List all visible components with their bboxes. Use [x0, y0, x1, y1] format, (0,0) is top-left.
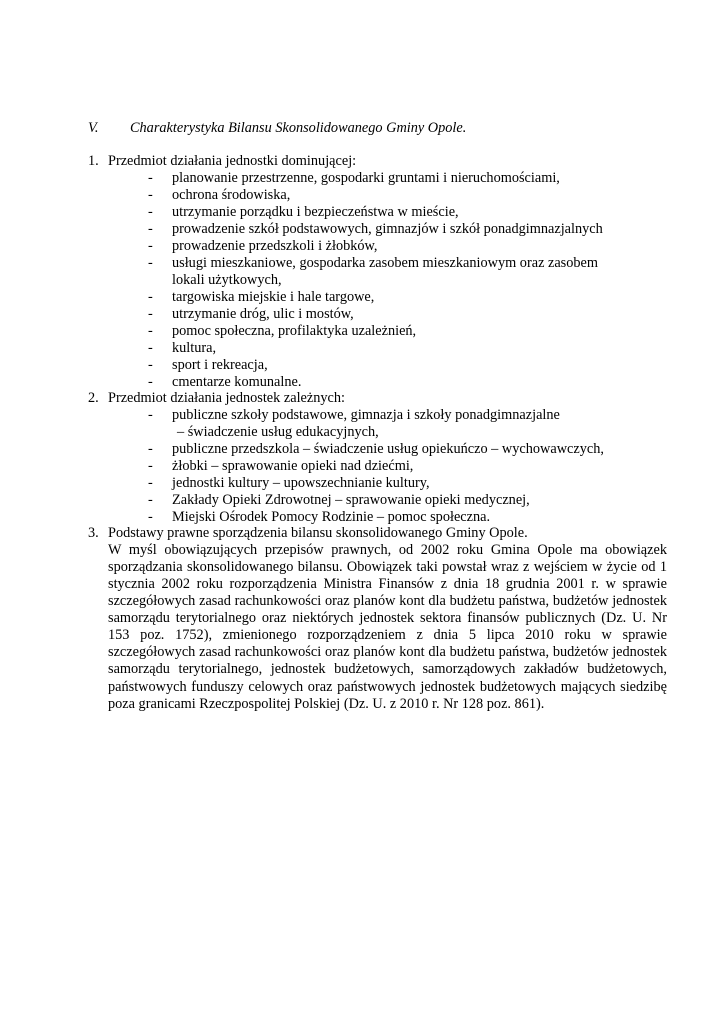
- point-title: Przedmiot działania jednostki dominującej:: [108, 153, 357, 169]
- list-item-text: jednostki kultury – upowszechnianie kultury,: [172, 475, 430, 491]
- list-item-text: prowadzenie przedszkoli i żłobków,: [172, 238, 378, 254]
- list-item-text: cmentarze komunalne.: [172, 374, 302, 390]
- list-dash: -: [148, 492, 153, 508]
- point-number: 3.: [88, 525, 99, 541]
- list-item-text: Zakłady Opieki Zdrowotnej – sprawowanie opieki medycznej,: [172, 492, 530, 508]
- list-dash: -: [148, 221, 153, 237]
- list-item-text: żłobki – sprawowanie opieki nad dziećmi,: [172, 458, 414, 474]
- section-number: V.: [88, 120, 99, 136]
- list-dash: -: [148, 170, 153, 186]
- legal-basis-paragraph: W myśl obowiązujących przepisów prawnych, od 2002 roku Gmina Opole ma obowiązek sporządzania skonsolidowanego bilansu. Obowiązek taki powstał wraz z wejściem w życie od 1 stycznia 2002 roku rozporządzenia Ministra Finansów z dnia 18 grudnia 2001 r. w sprawie szczegółowych zasad rachunkowości oraz planów kont dla budżetu państwa, budżetów jednostek samorządu terytorialnego oraz niektórych jednostek sektora finansów publicznych (Dz. U. Nr 153 poz. 1752), zmienionego rozporządzeniem z dnia 5 lipca 2010 roku w sprawie szczegółowych zasad rachunkowości oraz planów kont dla budżetu państwa, budżetów jednostek samorządu terytorialnego, jednostek budżetowych, samorządowych zakładów budżetowych, państwowych funduszy celowych oraz państwowych jednostek budżetowych mających siedzibę poza granicami Rzeczpospolitej Polskiej (Dz. U. z 2010 r. Nr 128 poz. 861).: [108, 542, 667, 712]
- list-dash: -: [148, 238, 153, 254]
- point-title: Przedmiot działania jednostek zależnych:: [108, 390, 345, 406]
- list-item-text: prowadzenie szkół podstawowych, gimnazjów i szkół ponadgimnazjalnych: [172, 221, 603, 237]
- section-title: Charakterystyka Bilansu Skonsolidowanego Gminy Opole.: [130, 120, 467, 136]
- list-item-text: targowiska miejskie i hale targowe,: [172, 289, 375, 305]
- list-dash: -: [148, 323, 153, 339]
- list-item-text: utrzymanie dróg, ulic i mostów,: [172, 306, 354, 322]
- list-item-text: publiczne przedszkola – świadczenie usług opiekuńczo – wychowawczych,: [172, 441, 604, 457]
- list-item-text: publiczne szkoły podstawowe, gimnazja i szkoły ponadgimnazjalne: [172, 407, 560, 423]
- list-dash: -: [148, 306, 153, 322]
- list-item-text: usługi mieszkaniowe, gospodarka zasobem mieszkaniowym oraz zasobem: [172, 255, 599, 271]
- list-dash: -: [148, 289, 153, 305]
- list-item-text: kultura,: [172, 340, 217, 356]
- point-title: Podstawy prawne sporządzenia bilansu skonsolidowanego Gminy Opole.: [108, 525, 528, 541]
- list-dash: -: [148, 340, 153, 356]
- point-number: 2.: [88, 390, 99, 406]
- list-item-text: Miejski Ośrodek Pomocy Rodzinie – pomoc społeczna.: [172, 509, 491, 525]
- list-item-text: pomoc społeczna, profilaktyka uzależnień,: [172, 323, 417, 339]
- list-dash: -: [148, 458, 153, 474]
- list-item-text: – świadczenie usług edukacyjnych,: [177, 424, 379, 440]
- list-item-text: sport i rekreacja,: [172, 357, 268, 373]
- list-dash: -: [148, 475, 153, 491]
- list-dash: -: [148, 255, 153, 271]
- list-dash: -: [148, 357, 153, 373]
- list-dash: -: [148, 374, 153, 390]
- list-dash: -: [148, 204, 153, 220]
- list-item-text: planowanie przestrzenne, gospodarki gruntami i nieruchomościami,: [172, 170, 560, 186]
- list-dash: -: [148, 407, 153, 423]
- list-item-text: ochrona środowiska,: [172, 187, 291, 203]
- list-dash: -: [148, 441, 153, 457]
- list-dash: -: [148, 509, 153, 525]
- point-number: 1.: [88, 153, 99, 169]
- list-item-text: utrzymanie porządku i bezpieczeństwa w mieście,: [172, 204, 459, 220]
- list-dash: -: [148, 187, 153, 203]
- list-item-text: lokali użytkowych,: [172, 272, 282, 288]
